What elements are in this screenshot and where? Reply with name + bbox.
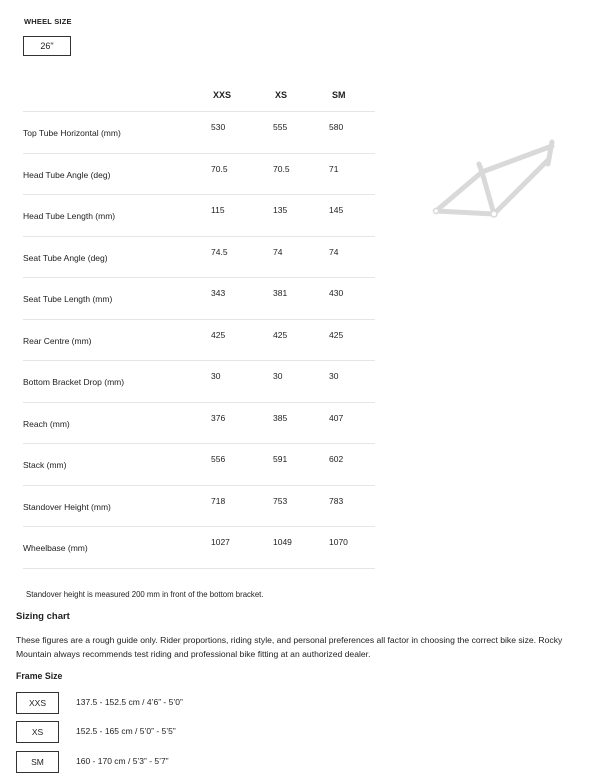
cell-sm: 430 xyxy=(329,288,344,298)
standover-note: Standover height is measured 200 mm in front of the bottom bracket. xyxy=(26,590,264,599)
table-row-stack-mm xyxy=(23,444,375,486)
row-label: Seat Tube Length (mm) xyxy=(23,294,113,304)
table-header-row xyxy=(23,75,375,112)
table-row-head-tube-length-mm xyxy=(23,195,375,237)
cell-xxs: 530 xyxy=(211,122,226,132)
sizing-chart-description: These figures are a rough guide only. Rider proportions, riding style, and personal preferences all factor in choosing the correct bike size. Rocky Mountain always recommends test riding and professional bike fitting at an authorized dealer. xyxy=(16,635,563,659)
cell-xxs: 1027 xyxy=(211,537,230,547)
row-label: Standover Height (mm) xyxy=(23,501,111,512)
cell-sm: 1070 xyxy=(329,537,348,547)
frame-size-range-sm: 160 - 170 cm / 5’3” - 5’7” xyxy=(76,756,169,766)
cell-xxs: 70.5 xyxy=(211,163,228,174)
cell-xs: 70.5 xyxy=(273,163,290,174)
wheel-size-title: WHEEL SIZE xyxy=(24,17,72,26)
table-row-head-tube-angle-deg xyxy=(23,154,375,196)
row-label: Top Tube Horizontal (mm) xyxy=(23,128,121,138)
cell-xxs: 115 xyxy=(211,205,225,215)
cell-sm: 74 xyxy=(329,246,339,257)
cell-xs: 74 xyxy=(273,246,283,257)
frame-size-range-xxs: 137.5 - 152.5 cm / 4’6” - 5’0” xyxy=(76,697,183,707)
row-label: Head Tube Length (mm) xyxy=(23,211,116,221)
cell-sm: 602 xyxy=(329,454,344,464)
cell-xs: 135 xyxy=(273,205,288,215)
table-row-seat-tube-angle-deg xyxy=(23,237,375,279)
row-label: Rear Centre (mm) xyxy=(23,335,92,346)
row-label: Stack (mm) xyxy=(23,460,67,470)
table-row-wheelbase-mm xyxy=(23,527,375,569)
cell-xs: 753 xyxy=(273,495,288,506)
cell-xxs: 74.5 xyxy=(211,246,228,257)
table-row-standover-height-mm xyxy=(23,486,375,528)
cell-xxs: 556 xyxy=(211,454,226,464)
cell-sm: 783 xyxy=(329,495,344,506)
table-row-seat-tube-length-mm xyxy=(23,278,375,320)
cell-xs: 425 xyxy=(273,329,288,340)
cell-xs: 385 xyxy=(273,412,288,423)
cell-xs: 1049 xyxy=(273,537,292,547)
bike-frame-illustration xyxy=(430,132,566,222)
wheel-size-button[interactable]: 26" xyxy=(23,36,71,56)
sizing-chart-title: Sizing chart xyxy=(16,611,70,622)
cell-sm: 425 xyxy=(329,329,344,340)
cell-xxs: 376 xyxy=(211,412,226,423)
cell-xxs: 718 xyxy=(211,495,226,506)
row-label: Reach (mm) xyxy=(23,418,70,429)
cell-sm: 145 xyxy=(329,205,344,215)
cell-sm: 71 xyxy=(329,163,339,174)
cell-xs: 555 xyxy=(273,122,288,132)
table-row-reach-mm xyxy=(23,403,375,445)
table-row-rear-centre-mm xyxy=(23,320,375,362)
frame-size-button-xs[interactable]: XS xyxy=(16,721,59,743)
row-label: Wheelbase (mm) xyxy=(23,543,88,553)
table-row-bottom-bracket-drop-mm xyxy=(23,361,375,403)
cell-sm: 580 xyxy=(329,122,344,132)
frame-size-title: Frame Size xyxy=(16,671,63,681)
cell-xxs: 30 xyxy=(211,371,221,381)
cell-xxs: 343 xyxy=(211,288,226,298)
frame-size-button-sm[interactable]: SM xyxy=(16,751,59,773)
frame-size-button-xxs[interactable]: XXS xyxy=(16,692,59,714)
row-label: Bottom Bracket Drop (mm) xyxy=(23,377,125,387)
row-label: Seat Tube Angle (deg) xyxy=(23,252,108,263)
cell-sm: 407 xyxy=(329,412,344,423)
column-header-xs: XS xyxy=(275,90,288,100)
table-row-top-tube-horizontal-mm xyxy=(23,112,375,154)
cell-xs: 591 xyxy=(273,454,288,464)
cell-sm: 30 xyxy=(329,371,339,381)
column-header-sm: SM xyxy=(332,90,346,100)
row-label: Head Tube Angle (deg) xyxy=(23,169,111,180)
column-header-xxs: XXS xyxy=(213,90,232,100)
frame-size-range-xs: 152.5 - 165 cm / 5’0” - 5’5” xyxy=(76,726,176,736)
cell-xxs: 425 xyxy=(211,329,226,340)
cell-xs: 30 xyxy=(273,371,283,381)
cell-xs: 381 xyxy=(273,288,288,298)
